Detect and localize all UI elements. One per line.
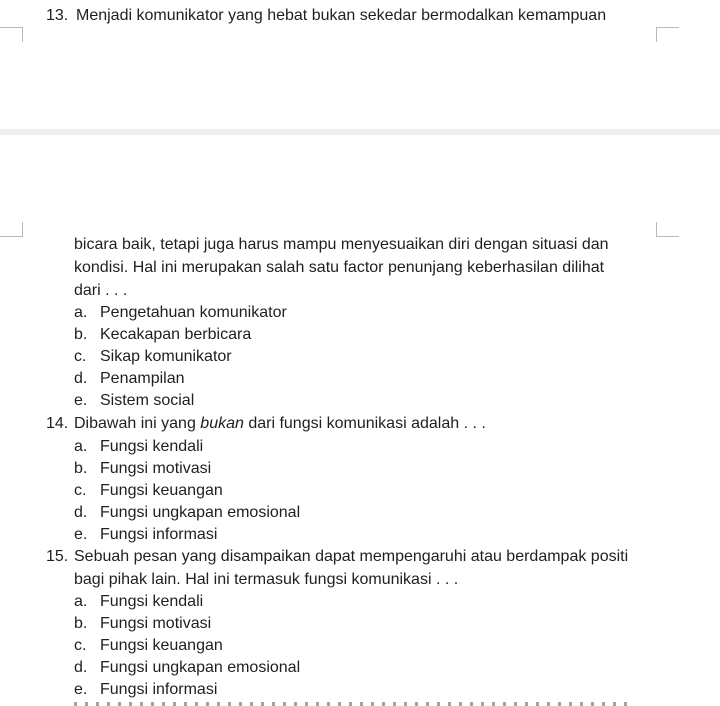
q14-text-emphasis: bukan xyxy=(200,415,244,432)
margin-corner-mark-top-left xyxy=(0,27,23,42)
q13-option-e-text: Sistem social xyxy=(100,392,195,409)
q15-option-e-text: Fungsi informasi xyxy=(100,681,218,698)
q13-option-d-text: Penampilan xyxy=(100,370,185,387)
q13-option-c-text: Sikap komunikator xyxy=(100,348,232,365)
q13-option-d-letter: d. xyxy=(74,370,88,387)
q13-option-b-text: Kecakapan berbicara xyxy=(100,326,252,343)
q14-option-e-text: Fungsi informasi xyxy=(100,526,218,543)
q15-text-line-2: bagi pihak lain. Hal ini termasuk fungsi komunikasi . . . xyxy=(74,571,459,588)
q15-option-c-text: Fungsi keuangan xyxy=(100,637,223,654)
q14-option-a-text: Fungsi kendali xyxy=(100,438,204,455)
q14-text xyxy=(74,414,486,434)
q13-option-e-letter: e. xyxy=(74,392,88,409)
q13-text-line-1: Menjadi komunikator yang hebat bukan sekedar bermodalkan kemampuan xyxy=(76,7,607,24)
q15-option-d-letter: d. xyxy=(74,659,88,676)
q15-option-a-letter: a. xyxy=(74,593,88,610)
margin-corner-mark-top-right xyxy=(656,27,679,42)
q14-text-after: dari fungsi komunikasi adalah . . . xyxy=(243,415,486,432)
q14-option-d-letter: d. xyxy=(74,504,88,521)
q15-option-c-letter: c. xyxy=(74,637,87,654)
cut-off-next-line xyxy=(74,702,634,706)
q13-number: 13. xyxy=(46,7,69,24)
q13-option-a-letter: a. xyxy=(74,304,88,321)
q15-option-a-text: Fungsi kendali xyxy=(100,593,204,610)
margin-corner-mark-bottom-left xyxy=(0,222,23,237)
q14-option-c-letter: c. xyxy=(74,482,87,499)
q14-option-d-text: Fungsi ungkapan emosional xyxy=(100,504,301,521)
q15-option-b-text: Fungsi motivasi xyxy=(100,615,212,632)
q14-option-c-text: Fungsi keuangan xyxy=(100,482,223,499)
q13-text-line-2: bicara baik, tetapi juga harus mampu menyesuaikan diri dengan situasi dan xyxy=(74,236,609,253)
q13-option-a-text: Pengetahuan komunikator xyxy=(100,304,287,321)
q14-text-before: Dibawah ini yang xyxy=(74,415,201,432)
q14-option-b-text: Fungsi motivasi xyxy=(100,460,212,477)
q15-option-e-letter: e. xyxy=(74,681,88,698)
q15-number: 15. xyxy=(46,548,69,565)
q14-option-e-letter: e. xyxy=(74,526,88,543)
q13-text-line-3: kondisi. Hal ini merupakan salah satu factor penunjang keberhasilan dilihat xyxy=(74,259,605,276)
q14-number: 14. xyxy=(46,415,69,432)
q14-option-a-letter: a. xyxy=(74,438,88,455)
q15-option-b-letter: b. xyxy=(74,615,88,632)
q15-option-d-text: Fungsi ungkapan emosional xyxy=(100,659,301,676)
q13-option-c-letter: c. xyxy=(74,348,87,365)
q13-text-line-4: dari . . . xyxy=(74,282,128,299)
margin-corner-mark-bottom-right xyxy=(656,222,679,237)
q14-option-b-letter: b. xyxy=(74,460,88,477)
q13-option-b-letter: b. xyxy=(74,326,88,343)
q15-text-line-1: Sebuah pesan yang disampaikan dapat mempengaruhi atau berdampak positi xyxy=(74,548,629,565)
